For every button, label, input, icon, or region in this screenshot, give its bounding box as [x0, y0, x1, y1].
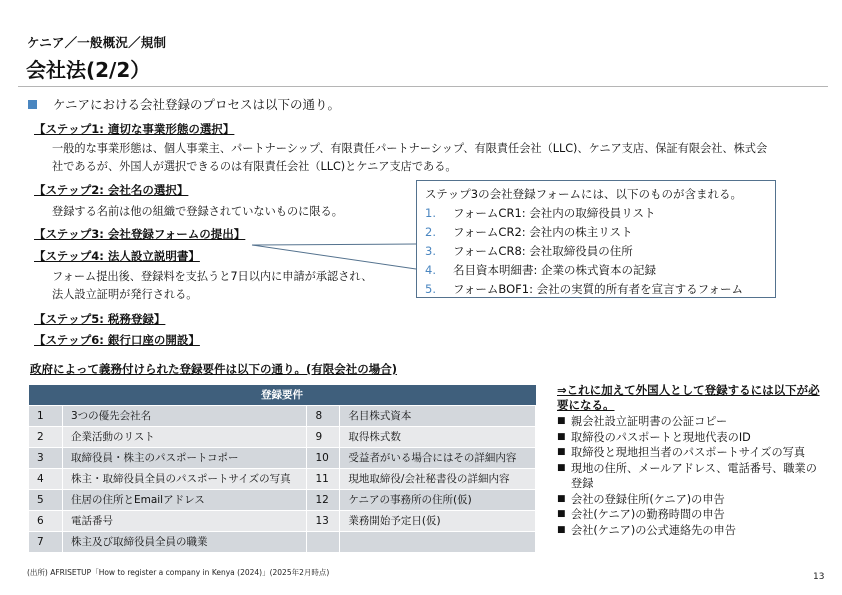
square-bullet-icon: ■: [557, 462, 566, 473]
list-text: 会社の登録住所(ケニア)の申告: [571, 492, 725, 506]
step-4-text-line-1: フォーム提出後、登録料を支払うと7日以内に申請が承認され、: [52, 270, 373, 283]
cell-number: 1: [29, 405, 63, 426]
callout-list-item: [425, 223, 767, 242]
source-note: (出所) AFRISETUP「How to register a company in Kenya (2024)」(2025年2月時点): [27, 568, 330, 577]
square-bullet-icon: ■: [557, 493, 566, 504]
square-bullet-icon: ■: [557, 431, 566, 442]
callout-list-item: [425, 204, 767, 223]
table-row: [29, 510, 536, 531]
cell-text: 企業活動のリスト: [62, 426, 306, 447]
list-number: 2.: [425, 225, 436, 239]
cell-text: 電話番号: [62, 510, 306, 531]
cell-text: 株主・取締役員全員のパスポートサイズの写真: [62, 468, 306, 489]
breadcrumb: ケニア／一般概況／規制: [27, 35, 167, 50]
requirements-table: [28, 385, 536, 553]
cell-text: 名目株式資本: [340, 405, 536, 426]
callout-intro: ステップ3の会社登録フォームには、以下のものが含まれる。: [425, 187, 743, 201]
square-bullet-icon: [28, 100, 37, 109]
table-row: [29, 447, 536, 468]
step-4-text-line-2: 法人設立証明が発行される。: [52, 288, 198, 301]
square-bullet-icon: ■: [557, 416, 566, 426]
cell-number: 4: [29, 468, 63, 489]
step-1-text-line-1: 一般的な事業形態は、個人事業主、パートナーシップ、有限責任パートナーシップ、有限責任会社（LLC)、ケニア支店、保証有限会社、株式会: [52, 142, 768, 155]
step-2-text: 登録する名前は他の組織で登録されていないものに限る。: [52, 205, 343, 218]
list-item: [557, 414, 827, 430]
table-row: [29, 426, 536, 447]
cell-text: ケニアの事務所の住所(仮): [340, 489, 536, 510]
square-bullet-icon: ■: [557, 509, 566, 519]
step-4-heading: 【ステップ4: 法人設立説明書】: [34, 249, 200, 263]
cell-number: 13: [307, 510, 340, 531]
cell-text: [340, 531, 536, 552]
lead-bullet: [28, 95, 340, 113]
cell-number: 6: [29, 510, 63, 531]
cell-number: 11: [307, 468, 340, 489]
list-item: [557, 492, 827, 508]
list-text: 会社(ケニア)の勤務時間の申告: [571, 508, 725, 521]
square-bullet-icon: ■: [557, 447, 566, 457]
list-item: [557, 507, 827, 523]
list-number: 5.: [425, 282, 436, 296]
list-number: 1.: [425, 206, 436, 220]
page-number: 13: [813, 572, 825, 582]
list-text: 現地の住所、メールアドレス、電話番号、職業の登録: [571, 461, 817, 490]
cell-number: 5: [29, 489, 63, 510]
foreign-heading: ⇒これに加えて外国人として登録するには以下が必要になる。: [557, 383, 820, 412]
step-2-heading: 【ステップ2: 会社名の選択】: [34, 183, 189, 197]
cell-number: [307, 531, 340, 552]
table-row: [29, 489, 536, 510]
cell-number: 12: [307, 489, 340, 510]
list-number: 4.: [425, 263, 436, 277]
table-row: [29, 468, 536, 489]
table-row: [29, 531, 536, 552]
cell-number: 10: [307, 447, 340, 468]
list-text: フォームCR2: 会社内の株主リスト: [453, 225, 633, 239]
list-text: フォームCR8: 会社取締役員の住所: [453, 244, 633, 258]
requirements-title: 政府によって義務付けられた登録要件は以下の通り。(有限会社の場合): [30, 362, 398, 376]
cell-text: 現地取締役/会社秘書役の詳細内容: [340, 468, 536, 489]
list-number: 3.: [425, 244, 436, 258]
step-3-heading: 【ステップ3: 会社登録フォームの提出】: [34, 227, 246, 241]
cell-text: 住居の住所とEmailアドレス: [62, 489, 306, 510]
list-item: [557, 445, 827, 461]
step-6-heading: 【ステップ6: 銀行口座の開設】: [34, 333, 200, 347]
cell-number: 2: [29, 426, 63, 447]
list-text: 親会社設立証明書の公証コピー: [571, 415, 728, 428]
foreign-requirements: [557, 383, 827, 538]
title-divider: [18, 86, 828, 87]
cell-number: 8: [307, 405, 340, 426]
square-bullet-icon: ■: [557, 524, 566, 535]
step-1-heading: 【ステップ1: 適切な事業形態の選択】: [34, 122, 235, 136]
callout-list-item: [425, 280, 767, 299]
page-title: 会社法(2/2）: [26, 58, 151, 82]
cell-text: 3つの優先会社名: [62, 405, 306, 426]
list-text: 取締役のパスポートと現地代表のID: [571, 430, 751, 444]
list-text: 名目資本明細書: 企業の株式資本の記録: [453, 263, 657, 277]
step-5-heading: 【ステップ5: 税務登録】: [34, 312, 166, 326]
callout-form-list: [425, 204, 767, 299]
list-item: [557, 523, 827, 539]
foreign-list: [557, 414, 827, 538]
cell-text: 株主及び取締役員全員の職業: [62, 531, 306, 552]
list-text: フォームCR1: 会社内の取締役員リスト: [453, 206, 656, 220]
cell-text: 受益者がいる場合にはその詳細内容: [340, 447, 536, 468]
list-text: フォームBOF1: 会社の実質的所有者を宣言するフォーム: [453, 282, 744, 296]
cell-number: 9: [307, 426, 340, 447]
step-3-callout: [416, 180, 776, 298]
list-item: [557, 461, 827, 492]
list-text: 会社(ケニア)の公式連絡先の申告: [571, 523, 736, 537]
cell-number: 3: [29, 447, 63, 468]
table-header: 登録要件: [29, 385, 536, 405]
cell-text: 取得株式数: [340, 426, 536, 447]
step-1-text-line-2: 社であるが、外国人が選択できるのは有限責任会社（LLC)とケニア支店である。: [52, 160, 457, 173]
callout-list-item: [425, 261, 767, 280]
cell-text: 取締役員・株主のパスポートコポー: [62, 447, 306, 468]
cell-number: 7: [29, 531, 63, 552]
list-item: [557, 430, 827, 446]
cell-text: 業務開始予定日(仮): [340, 510, 536, 531]
lead-text: ケニアにおける会社登録のプロセスは以下の通り。: [53, 97, 341, 112]
callout-list-item: [425, 242, 767, 261]
list-text: 取締役と現地担当者のパスポートサイズの写真: [571, 446, 806, 459]
table-row: [29, 405, 536, 426]
